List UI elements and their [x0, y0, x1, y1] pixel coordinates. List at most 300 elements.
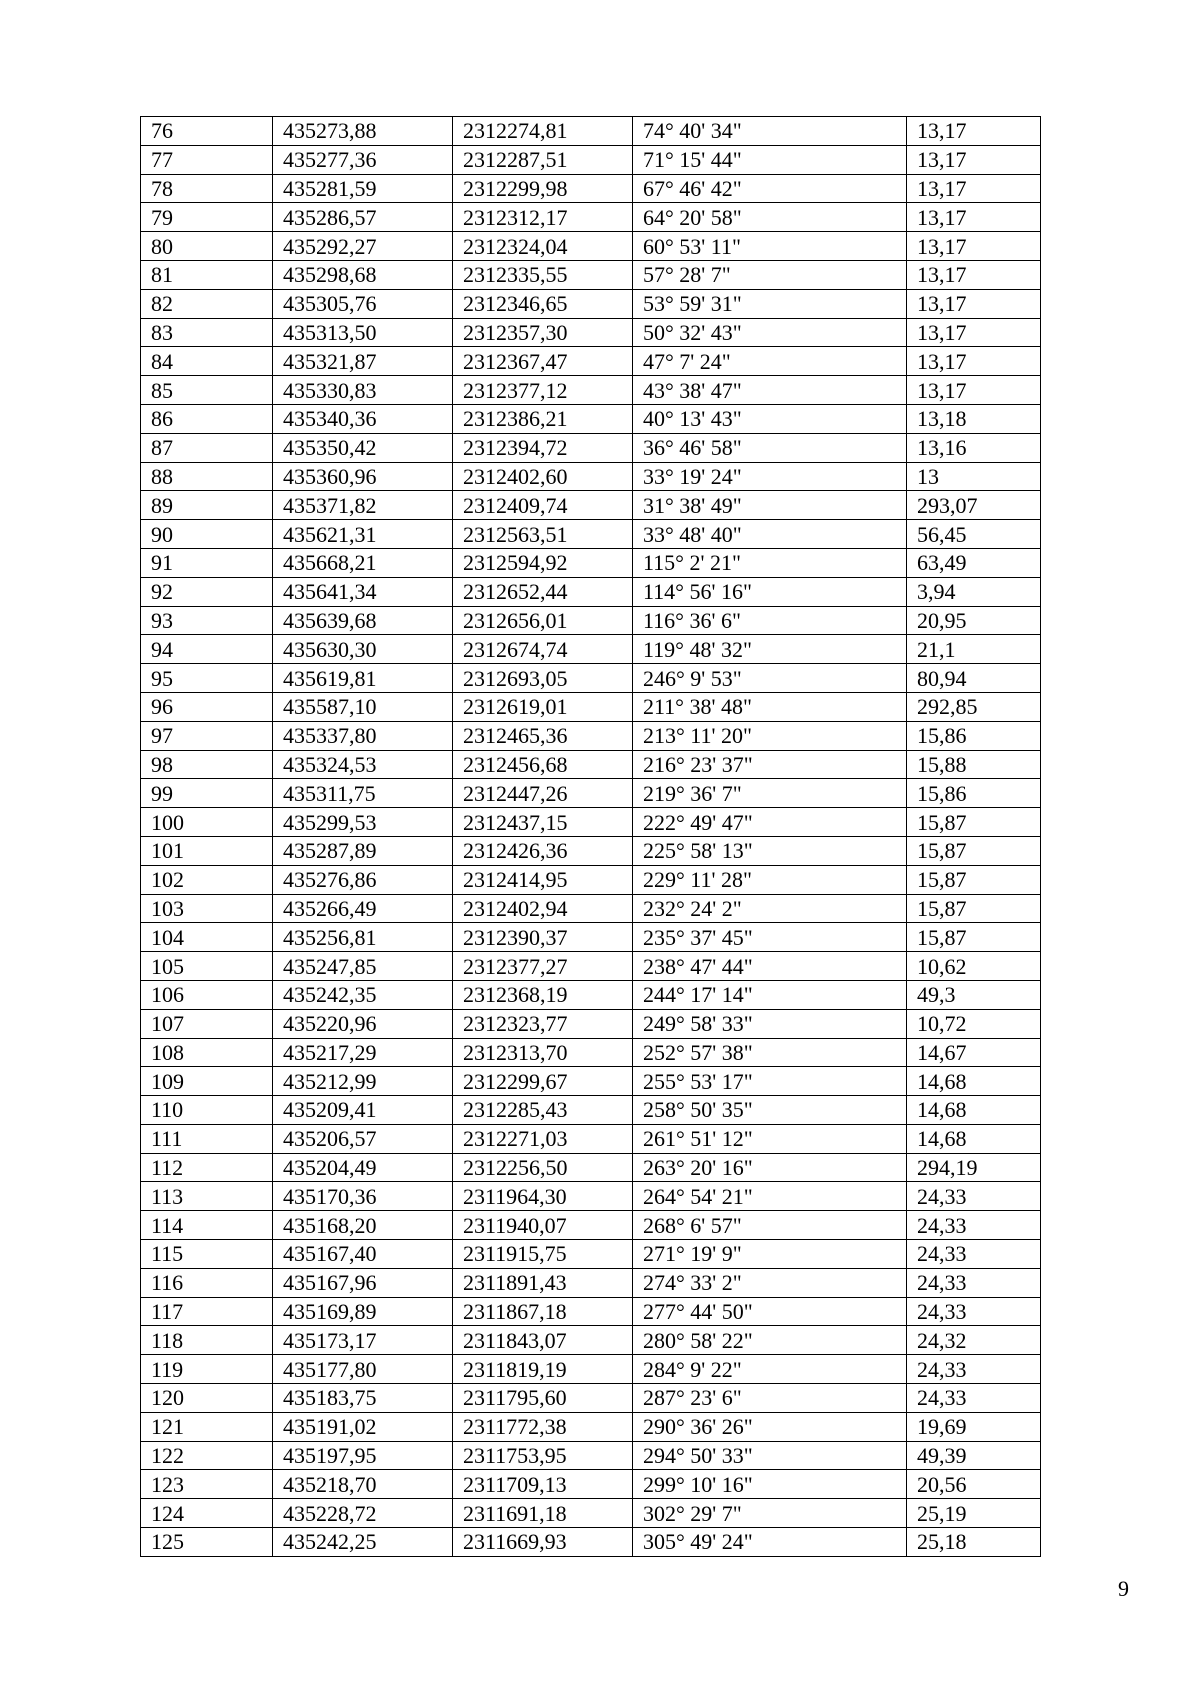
length-cell: 24,33 [907, 1355, 1041, 1384]
table-row [141, 1355, 1041, 1384]
length-cell: 13,17 [907, 289, 1041, 318]
direction-angle-cell: 271° 19' 9" [633, 1240, 907, 1269]
y-coordinate-cell: 2312299,98 [453, 174, 633, 203]
length-cell: 13,17 [907, 260, 1041, 289]
length-cell: 10,72 [907, 1009, 1041, 1038]
y-coordinate-cell: 2312447,26 [453, 779, 633, 808]
length-cell: 13,16 [907, 433, 1041, 462]
table-row [141, 1441, 1041, 1470]
x-coordinate-cell: 435206,57 [273, 1124, 453, 1153]
table-row [141, 318, 1041, 347]
x-coordinate-cell: 435169,89 [273, 1297, 453, 1326]
point-number-cell: 119 [141, 1355, 273, 1384]
length-cell: 20,56 [907, 1470, 1041, 1499]
table-row [141, 433, 1041, 462]
x-coordinate-cell: 435286,57 [273, 203, 453, 232]
x-coordinate-cell: 435277,36 [273, 145, 453, 174]
direction-angle-cell: 40° 13' 43" [633, 404, 907, 433]
direction-angle-cell: 268° 6' 57" [633, 1211, 907, 1240]
y-coordinate-cell: 2311819,19 [453, 1355, 633, 1384]
length-cell: 15,87 [907, 836, 1041, 865]
x-coordinate-cell: 435242,25 [273, 1528, 453, 1557]
table-row [141, 520, 1041, 549]
table-row [141, 174, 1041, 203]
point-number-cell: 108 [141, 1038, 273, 1067]
x-coordinate-cell: 435330,83 [273, 376, 453, 405]
length-cell: 25,19 [907, 1499, 1041, 1528]
x-coordinate-cell: 435183,75 [273, 1384, 453, 1413]
length-cell: 24,33 [907, 1182, 1041, 1211]
y-coordinate-cell: 2312652,44 [453, 577, 633, 606]
x-coordinate-cell: 435350,42 [273, 433, 453, 462]
length-cell: 13,17 [907, 232, 1041, 261]
y-coordinate-cell: 2312394,72 [453, 433, 633, 462]
length-cell: 15,87 [907, 923, 1041, 952]
y-coordinate-cell: 2312271,03 [453, 1124, 633, 1153]
y-coordinate-cell: 2312402,60 [453, 462, 633, 491]
length-cell: 20,95 [907, 606, 1041, 635]
y-coordinate-cell: 2312313,70 [453, 1038, 633, 1067]
direction-angle-cell: 305° 49' 24" [633, 1528, 907, 1557]
x-coordinate-cell: 435170,36 [273, 1182, 453, 1211]
point-number-cell: 118 [141, 1326, 273, 1355]
point-number-cell: 94 [141, 635, 273, 664]
y-coordinate-cell: 2312323,77 [453, 1009, 633, 1038]
y-coordinate-cell: 2311669,93 [453, 1528, 633, 1557]
length-cell: 13 [907, 462, 1041, 491]
direction-angle-cell: 219° 36' 7" [633, 779, 907, 808]
table-row [141, 1038, 1041, 1067]
point-number-cell: 109 [141, 1067, 273, 1096]
y-coordinate-cell: 2312367,47 [453, 347, 633, 376]
point-number-cell: 107 [141, 1009, 273, 1038]
table-row [141, 1067, 1041, 1096]
y-coordinate-cell: 2311915,75 [453, 1240, 633, 1269]
y-coordinate-cell: 2312426,36 [453, 836, 633, 865]
x-coordinate-cell: 435641,34 [273, 577, 453, 606]
y-coordinate-cell: 2312437,15 [453, 808, 633, 837]
point-number-cell: 124 [141, 1499, 273, 1528]
direction-angle-cell: 229° 11' 28" [633, 865, 907, 894]
x-coordinate-cell: 435311,75 [273, 779, 453, 808]
table-row [141, 404, 1041, 433]
point-number-cell: 84 [141, 347, 273, 376]
point-number-cell: 88 [141, 462, 273, 491]
y-coordinate-cell: 2311691,18 [453, 1499, 633, 1528]
direction-angle-cell: 53° 59' 31" [633, 289, 907, 318]
x-coordinate-cell: 435668,21 [273, 548, 453, 577]
y-coordinate-cell: 2312287,51 [453, 145, 633, 174]
table-row [141, 117, 1041, 146]
length-cell: 19,69 [907, 1412, 1041, 1441]
table-row [141, 894, 1041, 923]
point-number-cell: 120 [141, 1384, 273, 1413]
coordinates-table [140, 116, 1041, 1557]
y-coordinate-cell: 2312386,21 [453, 404, 633, 433]
length-cell: 15,87 [907, 808, 1041, 837]
x-coordinate-cell: 435621,31 [273, 520, 453, 549]
x-coordinate-cell: 435220,96 [273, 1009, 453, 1038]
direction-angle-cell: 299° 10' 16" [633, 1470, 907, 1499]
x-coordinate-cell: 435167,40 [273, 1240, 453, 1269]
y-coordinate-cell: 2312368,19 [453, 980, 633, 1009]
y-coordinate-cell: 2312299,67 [453, 1067, 633, 1096]
point-number-cell: 86 [141, 404, 273, 433]
table-row [141, 1297, 1041, 1326]
table-row [141, 376, 1041, 405]
y-coordinate-cell: 2312335,55 [453, 260, 633, 289]
point-number-cell: 111 [141, 1124, 273, 1153]
length-cell: 63,49 [907, 548, 1041, 577]
point-number-cell: 105 [141, 952, 273, 981]
direction-angle-cell: 249° 58' 33" [633, 1009, 907, 1038]
x-coordinate-cell: 435217,29 [273, 1038, 453, 1067]
x-coordinate-cell: 435204,49 [273, 1153, 453, 1182]
y-coordinate-cell: 2312414,95 [453, 865, 633, 894]
length-cell: 49,39 [907, 1441, 1041, 1470]
direction-angle-cell: 31° 38' 49" [633, 491, 907, 520]
point-number-cell: 122 [141, 1441, 273, 1470]
point-number-cell: 112 [141, 1153, 273, 1182]
table-row [141, 606, 1041, 635]
x-coordinate-cell: 435298,68 [273, 260, 453, 289]
x-coordinate-cell: 435197,95 [273, 1441, 453, 1470]
length-cell: 293,07 [907, 491, 1041, 520]
length-cell: 15,87 [907, 894, 1041, 923]
y-coordinate-cell: 2311709,13 [453, 1470, 633, 1499]
direction-angle-cell: 277° 44' 50" [633, 1297, 907, 1326]
x-coordinate-cell: 435287,89 [273, 836, 453, 865]
length-cell: 13,17 [907, 145, 1041, 174]
direction-angle-cell: 238° 47' 44" [633, 952, 907, 981]
y-coordinate-cell: 2311867,18 [453, 1297, 633, 1326]
x-coordinate-cell: 435276,86 [273, 865, 453, 894]
point-number-cell: 93 [141, 606, 273, 635]
length-cell: 14,68 [907, 1096, 1041, 1125]
length-cell: 56,45 [907, 520, 1041, 549]
table-row [141, 1211, 1041, 1240]
y-coordinate-cell: 2312324,04 [453, 232, 633, 261]
x-coordinate-cell: 435266,49 [273, 894, 453, 923]
point-number-cell: 85 [141, 376, 273, 405]
y-coordinate-cell: 2312619,01 [453, 692, 633, 721]
length-cell: 13,17 [907, 117, 1041, 146]
y-coordinate-cell: 2312594,92 [453, 548, 633, 577]
length-cell: 13,17 [907, 174, 1041, 203]
point-number-cell: 101 [141, 836, 273, 865]
direction-angle-cell: 255° 53' 17" [633, 1067, 907, 1096]
direction-angle-cell: 33° 19' 24" [633, 462, 907, 491]
direction-angle-cell: 47° 7' 24" [633, 347, 907, 376]
x-coordinate-cell: 435177,80 [273, 1355, 453, 1384]
direction-angle-cell: 280° 58' 22" [633, 1326, 907, 1355]
table-row [141, 808, 1041, 837]
point-number-cell: 102 [141, 865, 273, 894]
point-number-cell: 97 [141, 721, 273, 750]
point-number-cell: 117 [141, 1297, 273, 1326]
table-row [141, 1412, 1041, 1441]
y-coordinate-cell: 2312377,27 [453, 952, 633, 981]
point-number-cell: 83 [141, 318, 273, 347]
x-coordinate-cell: 435256,81 [273, 923, 453, 952]
x-coordinate-cell: 435228,72 [273, 1499, 453, 1528]
direction-angle-cell: 115° 2' 21" [633, 548, 907, 577]
point-number-cell: 113 [141, 1182, 273, 1211]
point-number-cell: 89 [141, 491, 273, 520]
direction-angle-cell: 67° 46' 42" [633, 174, 907, 203]
direction-angle-cell: 64° 20' 58" [633, 203, 907, 232]
table-row [141, 260, 1041, 289]
x-coordinate-cell: 435292,27 [273, 232, 453, 261]
length-cell: 80,94 [907, 664, 1041, 693]
y-coordinate-cell: 2312465,36 [453, 721, 633, 750]
point-number-cell: 77 [141, 145, 273, 174]
direction-angle-cell: 57° 28' 7" [633, 260, 907, 289]
y-coordinate-cell: 2311795,60 [453, 1384, 633, 1413]
x-coordinate-cell: 435167,96 [273, 1268, 453, 1297]
direction-angle-cell: 119° 48' 32" [633, 635, 907, 664]
direction-angle-cell: 244° 17' 14" [633, 980, 907, 1009]
table-row [141, 750, 1041, 779]
y-coordinate-cell: 2312256,50 [453, 1153, 633, 1182]
direction-angle-cell: 74° 40' 34" [633, 117, 907, 146]
x-coordinate-cell: 435313,50 [273, 318, 453, 347]
length-cell: 24,33 [907, 1297, 1041, 1326]
point-number-cell: 123 [141, 1470, 273, 1499]
y-coordinate-cell: 2312456,68 [453, 750, 633, 779]
table-row [141, 923, 1041, 952]
x-coordinate-cell: 435168,20 [273, 1211, 453, 1240]
point-number-cell: 106 [141, 980, 273, 1009]
x-coordinate-cell: 435218,70 [273, 1470, 453, 1499]
direction-angle-cell: 222° 49' 47" [633, 808, 907, 837]
table-row [141, 664, 1041, 693]
x-coordinate-cell: 435209,41 [273, 1096, 453, 1125]
table-row [141, 1268, 1041, 1297]
table-row [141, 1499, 1041, 1528]
y-coordinate-cell: 2312285,43 [453, 1096, 633, 1125]
x-coordinate-cell: 435639,68 [273, 606, 453, 635]
point-number-cell: 78 [141, 174, 273, 203]
y-coordinate-cell: 2312377,12 [453, 376, 633, 405]
table-row [141, 1470, 1041, 1499]
table-row [141, 1153, 1041, 1182]
table-row [141, 347, 1041, 376]
point-number-cell: 82 [141, 289, 273, 318]
length-cell: 13,17 [907, 318, 1041, 347]
direction-angle-cell: 274° 33' 2" [633, 1268, 907, 1297]
length-cell: 24,33 [907, 1211, 1041, 1240]
table-row [141, 1124, 1041, 1153]
length-cell: 14,67 [907, 1038, 1041, 1067]
table-row [141, 1096, 1041, 1125]
y-coordinate-cell: 2311772,38 [453, 1412, 633, 1441]
y-coordinate-cell: 2312346,65 [453, 289, 633, 318]
table-row [141, 145, 1041, 174]
y-coordinate-cell: 2312274,81 [453, 117, 633, 146]
y-coordinate-cell: 2312674,74 [453, 635, 633, 664]
x-coordinate-cell: 435173,17 [273, 1326, 453, 1355]
length-cell: 13,17 [907, 376, 1041, 405]
x-coordinate-cell: 435191,02 [273, 1412, 453, 1441]
direction-angle-cell: 302° 29' 7" [633, 1499, 907, 1528]
y-coordinate-cell: 2312402,94 [453, 894, 633, 923]
x-coordinate-cell: 435212,99 [273, 1067, 453, 1096]
point-number-cell: 91 [141, 548, 273, 577]
direction-angle-cell: 211° 38' 48" [633, 692, 907, 721]
length-cell: 10,62 [907, 952, 1041, 981]
direction-angle-cell: 284° 9' 22" [633, 1355, 907, 1384]
length-cell: 49,3 [907, 980, 1041, 1009]
length-cell: 24,33 [907, 1384, 1041, 1413]
length-cell: 15,86 [907, 721, 1041, 750]
direction-angle-cell: 71° 15' 44" [633, 145, 907, 174]
table-row [141, 836, 1041, 865]
y-coordinate-cell: 2312563,51 [453, 520, 633, 549]
y-coordinate-cell: 2311753,95 [453, 1441, 633, 1470]
table-row [141, 577, 1041, 606]
direction-angle-cell: 290° 36' 26" [633, 1412, 907, 1441]
length-cell: 13,18 [907, 404, 1041, 433]
direction-angle-cell: 258° 50' 35" [633, 1096, 907, 1125]
table-row [141, 980, 1041, 1009]
point-number-cell: 98 [141, 750, 273, 779]
point-number-cell: 80 [141, 232, 273, 261]
direction-angle-cell: 261° 51' 12" [633, 1124, 907, 1153]
point-number-cell: 99 [141, 779, 273, 808]
x-coordinate-cell: 435273,88 [273, 117, 453, 146]
page-number: 9 [1118, 1576, 1129, 1601]
x-coordinate-cell: 435247,85 [273, 952, 453, 981]
length-cell: 15,88 [907, 750, 1041, 779]
x-coordinate-cell: 435630,30 [273, 635, 453, 664]
table-row [141, 952, 1041, 981]
direction-angle-cell: 60° 53' 11" [633, 232, 907, 261]
length-cell: 14,68 [907, 1067, 1041, 1096]
x-coordinate-cell: 435324,53 [273, 750, 453, 779]
point-number-cell: 96 [141, 692, 273, 721]
table-row [141, 1240, 1041, 1269]
x-coordinate-cell: 435299,53 [273, 808, 453, 837]
y-coordinate-cell: 2311964,30 [453, 1182, 633, 1211]
table-row [141, 232, 1041, 261]
y-coordinate-cell: 2312409,74 [453, 491, 633, 520]
direction-angle-cell: 287° 23' 6" [633, 1384, 907, 1413]
direction-angle-cell: 246° 9' 53" [633, 664, 907, 693]
y-coordinate-cell: 2312656,01 [453, 606, 633, 635]
table-row [141, 1326, 1041, 1355]
table-row [141, 289, 1041, 318]
direction-angle-cell: 213° 11' 20" [633, 721, 907, 750]
x-coordinate-cell: 435360,96 [273, 462, 453, 491]
direction-angle-cell: 225° 58' 13" [633, 836, 907, 865]
table-row [141, 1182, 1041, 1211]
length-cell: 13,17 [907, 203, 1041, 232]
x-coordinate-cell: 435337,80 [273, 721, 453, 750]
direction-angle-cell: 252° 57' 38" [633, 1038, 907, 1067]
x-coordinate-cell: 435281,59 [273, 174, 453, 203]
table-row [141, 692, 1041, 721]
point-number-cell: 76 [141, 117, 273, 146]
point-number-cell: 87 [141, 433, 273, 462]
point-number-cell: 104 [141, 923, 273, 952]
direction-angle-cell: 232° 24' 2" [633, 894, 907, 923]
length-cell: 292,85 [907, 692, 1041, 721]
table-row [141, 491, 1041, 520]
direction-angle-cell: 294° 50' 33" [633, 1441, 907, 1470]
point-number-cell: 116 [141, 1268, 273, 1297]
table-row [141, 203, 1041, 232]
x-coordinate-cell: 435371,82 [273, 491, 453, 520]
table-row [141, 779, 1041, 808]
table-row [141, 865, 1041, 894]
x-coordinate-cell: 435321,87 [273, 347, 453, 376]
point-number-cell: 115 [141, 1240, 273, 1269]
length-cell: 3,94 [907, 577, 1041, 606]
x-coordinate-cell: 435242,35 [273, 980, 453, 1009]
coordinates-table-body [141, 117, 1041, 1557]
length-cell: 13,17 [907, 347, 1041, 376]
y-coordinate-cell: 2311891,43 [453, 1268, 633, 1297]
direction-angle-cell: 116° 36' 6" [633, 606, 907, 635]
length-cell: 15,86 [907, 779, 1041, 808]
direction-angle-cell: 33° 48' 40" [633, 520, 907, 549]
length-cell: 14,68 [907, 1124, 1041, 1153]
point-number-cell: 81 [141, 260, 273, 289]
direction-angle-cell: 114° 56' 16" [633, 577, 907, 606]
direction-angle-cell: 43° 38' 47" [633, 376, 907, 405]
table-row [141, 462, 1041, 491]
point-number-cell: 110 [141, 1096, 273, 1125]
direction-angle-cell: 235° 37' 45" [633, 923, 907, 952]
point-number-cell: 121 [141, 1412, 273, 1441]
direction-angle-cell: 263° 20' 16" [633, 1153, 907, 1182]
y-coordinate-cell: 2312390,37 [453, 923, 633, 952]
x-coordinate-cell: 435305,76 [273, 289, 453, 318]
y-coordinate-cell: 2311843,07 [453, 1326, 633, 1355]
length-cell: 21,1 [907, 635, 1041, 664]
point-number-cell: 92 [141, 577, 273, 606]
length-cell: 15,87 [907, 865, 1041, 894]
point-number-cell: 125 [141, 1528, 273, 1557]
table-row [141, 548, 1041, 577]
x-coordinate-cell: 435587,10 [273, 692, 453, 721]
table-row [141, 1384, 1041, 1413]
y-coordinate-cell: 2311940,07 [453, 1211, 633, 1240]
point-number-cell: 103 [141, 894, 273, 923]
length-cell: 24,33 [907, 1240, 1041, 1269]
point-number-cell: 100 [141, 808, 273, 837]
table-row [141, 1528, 1041, 1557]
point-number-cell: 90 [141, 520, 273, 549]
direction-angle-cell: 264° 54' 21" [633, 1182, 907, 1211]
direction-angle-cell: 50° 32' 43" [633, 318, 907, 347]
table-row [141, 635, 1041, 664]
length-cell: 24,32 [907, 1326, 1041, 1355]
direction-angle-cell: 216° 23' 37" [633, 750, 907, 779]
direction-angle-cell: 36° 46' 58" [633, 433, 907, 462]
table-row [141, 1009, 1041, 1038]
length-cell: 24,33 [907, 1268, 1041, 1297]
length-cell: 25,18 [907, 1528, 1041, 1557]
point-number-cell: 79 [141, 203, 273, 232]
x-coordinate-cell: 435340,36 [273, 404, 453, 433]
length-cell: 294,19 [907, 1153, 1041, 1182]
y-coordinate-cell: 2312693,05 [453, 664, 633, 693]
y-coordinate-cell: 2312312,17 [453, 203, 633, 232]
y-coordinate-cell: 2312357,30 [453, 318, 633, 347]
point-number-cell: 95 [141, 664, 273, 693]
